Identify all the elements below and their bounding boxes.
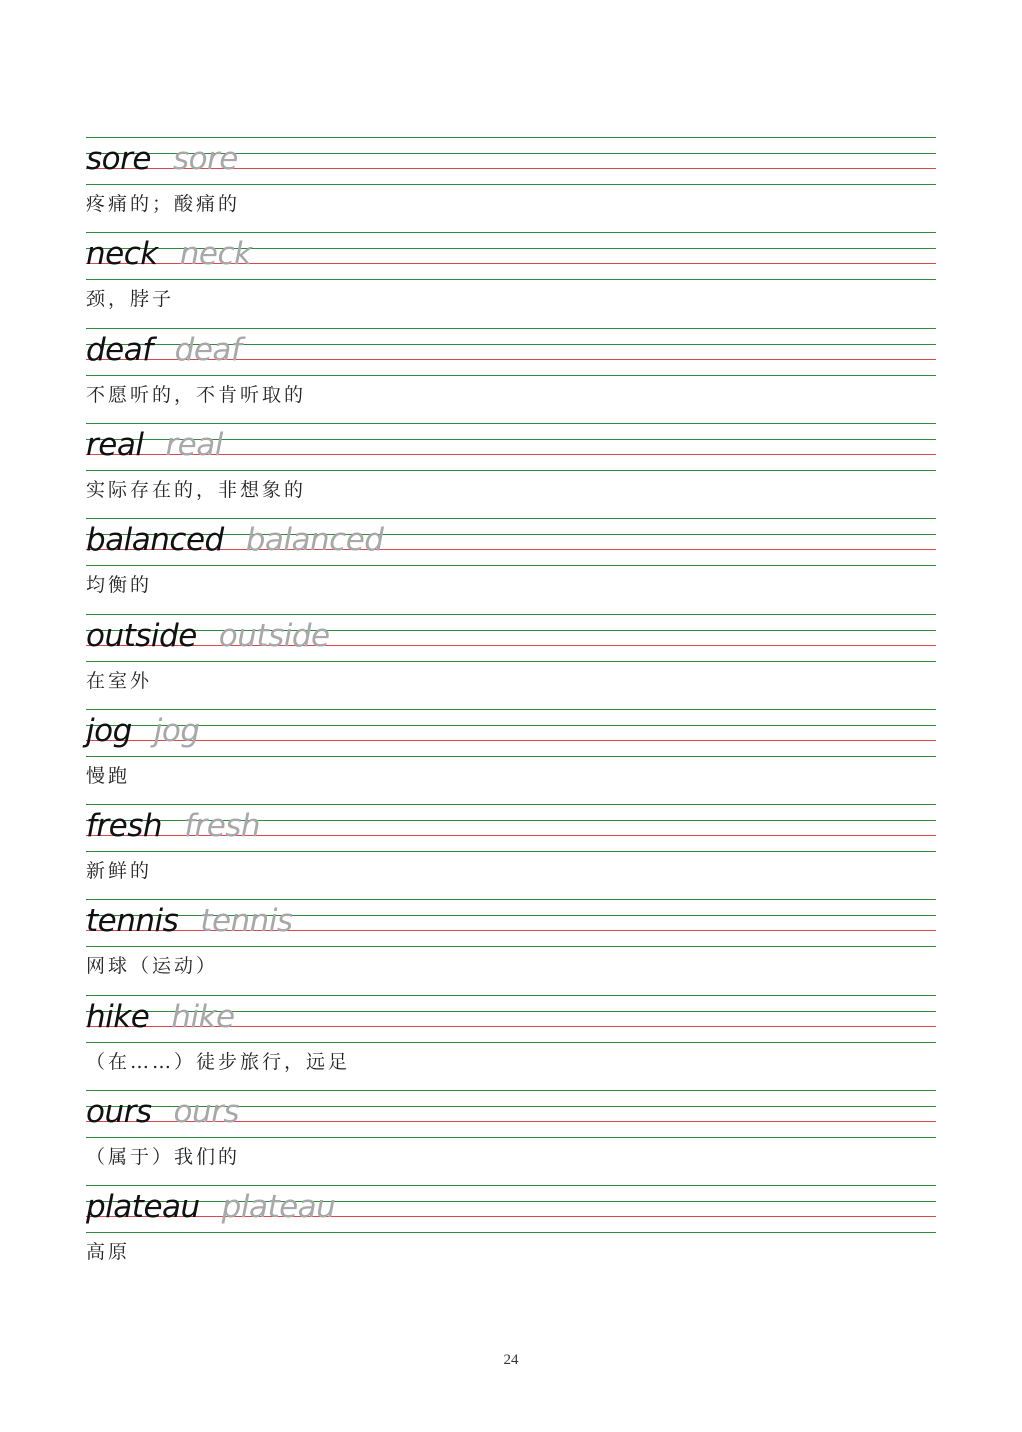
vocab-meaning: 新鲜的 — [86, 860, 153, 883]
vocab-word: sore — [86, 141, 151, 177]
vocab-word: fresh — [86, 808, 163, 845]
vocab-word: balanced — [86, 522, 224, 559]
word-row — [86, 806, 260, 846]
guide-line-green — [86, 328, 936, 329]
tracing-word: outside — [218, 617, 330, 654]
vocab-word: plateau — [86, 1189, 200, 1226]
tracing-word: deaf — [174, 331, 242, 368]
vocab-word: hike — [86, 998, 150, 1035]
vocab-word: tennis — [86, 903, 179, 940]
guide-line-green — [86, 661, 936, 662]
vocab-meaning: （在……）徒步旅行，远足 — [86, 1050, 351, 1073]
tracing-word: balanced — [245, 522, 384, 559]
vocab-meaning: 均衡的 — [86, 574, 153, 597]
word-row — [86, 616, 330, 656]
guide-line-green — [86, 375, 936, 376]
vocab-word: jog — [86, 712, 132, 749]
guide-line-green — [86, 709, 936, 710]
guide-line-green — [86, 614, 936, 615]
vocab-entry — [86, 518, 936, 613]
vocab-entry — [86, 614, 936, 709]
vocab-entry — [86, 137, 936, 232]
guide-line-green — [86, 1090, 936, 1091]
vocab-word: deaf — [86, 331, 153, 368]
vocab-meaning: （属于）我们的 — [86, 1146, 241, 1168]
vocab-word: real — [86, 426, 144, 463]
vocab-entry — [86, 328, 936, 423]
guide-line-green — [86, 423, 936, 424]
word-row — [86, 901, 293, 941]
tracing-word: jog — [153, 712, 200, 749]
word-row — [86, 425, 223, 465]
vocab-meaning: 网球（运动） — [86, 955, 219, 978]
vocab-entry — [86, 804, 936, 899]
guide-line-green — [86, 851, 936, 852]
word-row — [86, 139, 238, 179]
word-row — [86, 1187, 335, 1227]
page-number: 24 — [503, 1352, 519, 1368]
vocab-meaning: 实际存在的，非想象的 — [86, 478, 307, 501]
guide-line-green — [86, 1042, 936, 1043]
word-row — [86, 520, 383, 560]
vocab-meaning: 不愿听的，不肯听取的 — [86, 383, 307, 406]
vocab-entry — [86, 899, 936, 994]
guide-line-green — [86, 518, 936, 519]
guide-line-green — [86, 279, 936, 280]
word-row — [86, 711, 200, 751]
vocab-entry — [86, 423, 936, 518]
vocab-entry — [86, 232, 936, 327]
vocab-entry — [86, 1090, 936, 1185]
tracing-word: sore — [172, 141, 238, 177]
vocab-meaning: 颈，脖子 — [86, 288, 175, 311]
vocab-meaning: 在室外 — [86, 669, 153, 692]
word-row — [86, 997, 235, 1037]
word-row — [86, 1092, 239, 1132]
tracing-word: plateau — [221, 1189, 336, 1226]
tracing-word: neck — [179, 236, 252, 273]
tracing-word: ours — [173, 1094, 240, 1130]
guide-line-green — [86, 756, 936, 757]
tracing-word: fresh — [184, 808, 261, 845]
vocab-word: outside — [86, 617, 197, 654]
guide-line-green — [86, 995, 936, 996]
vocab-meaning: 慢跑 — [86, 764, 131, 787]
baseline-red — [86, 740, 936, 741]
vocab-word: neck — [86, 236, 158, 273]
guide-line-green — [86, 137, 936, 138]
word-row — [86, 234, 251, 274]
guide-line-green — [86, 232, 936, 233]
vocab-entry — [86, 995, 936, 1090]
word-row — [86, 330, 241, 370]
guide-line-green — [86, 804, 936, 805]
vocab-entry — [86, 1185, 936, 1280]
tracing-word: tennis — [200, 903, 293, 940]
vocab-meaning: 疼痛的；酸痛的 — [86, 193, 241, 215]
guide-line-green — [86, 1185, 936, 1186]
guide-line-green — [86, 1137, 936, 1138]
guide-line-green — [86, 565, 936, 566]
vocab-entry — [86, 709, 936, 804]
guide-line-green — [86, 725, 936, 726]
tracing-word: real — [165, 426, 223, 463]
vocab-word: ours — [86, 1094, 152, 1130]
guide-line-green — [86, 899, 936, 900]
guide-line-green — [86, 470, 936, 471]
guide-line-green — [86, 946, 936, 947]
vocab-meaning: 高原 — [86, 1241, 131, 1264]
guide-line-green — [86, 1232, 936, 1233]
tracing-word: hike — [171, 998, 235, 1035]
guide-line-green — [86, 184, 936, 185]
